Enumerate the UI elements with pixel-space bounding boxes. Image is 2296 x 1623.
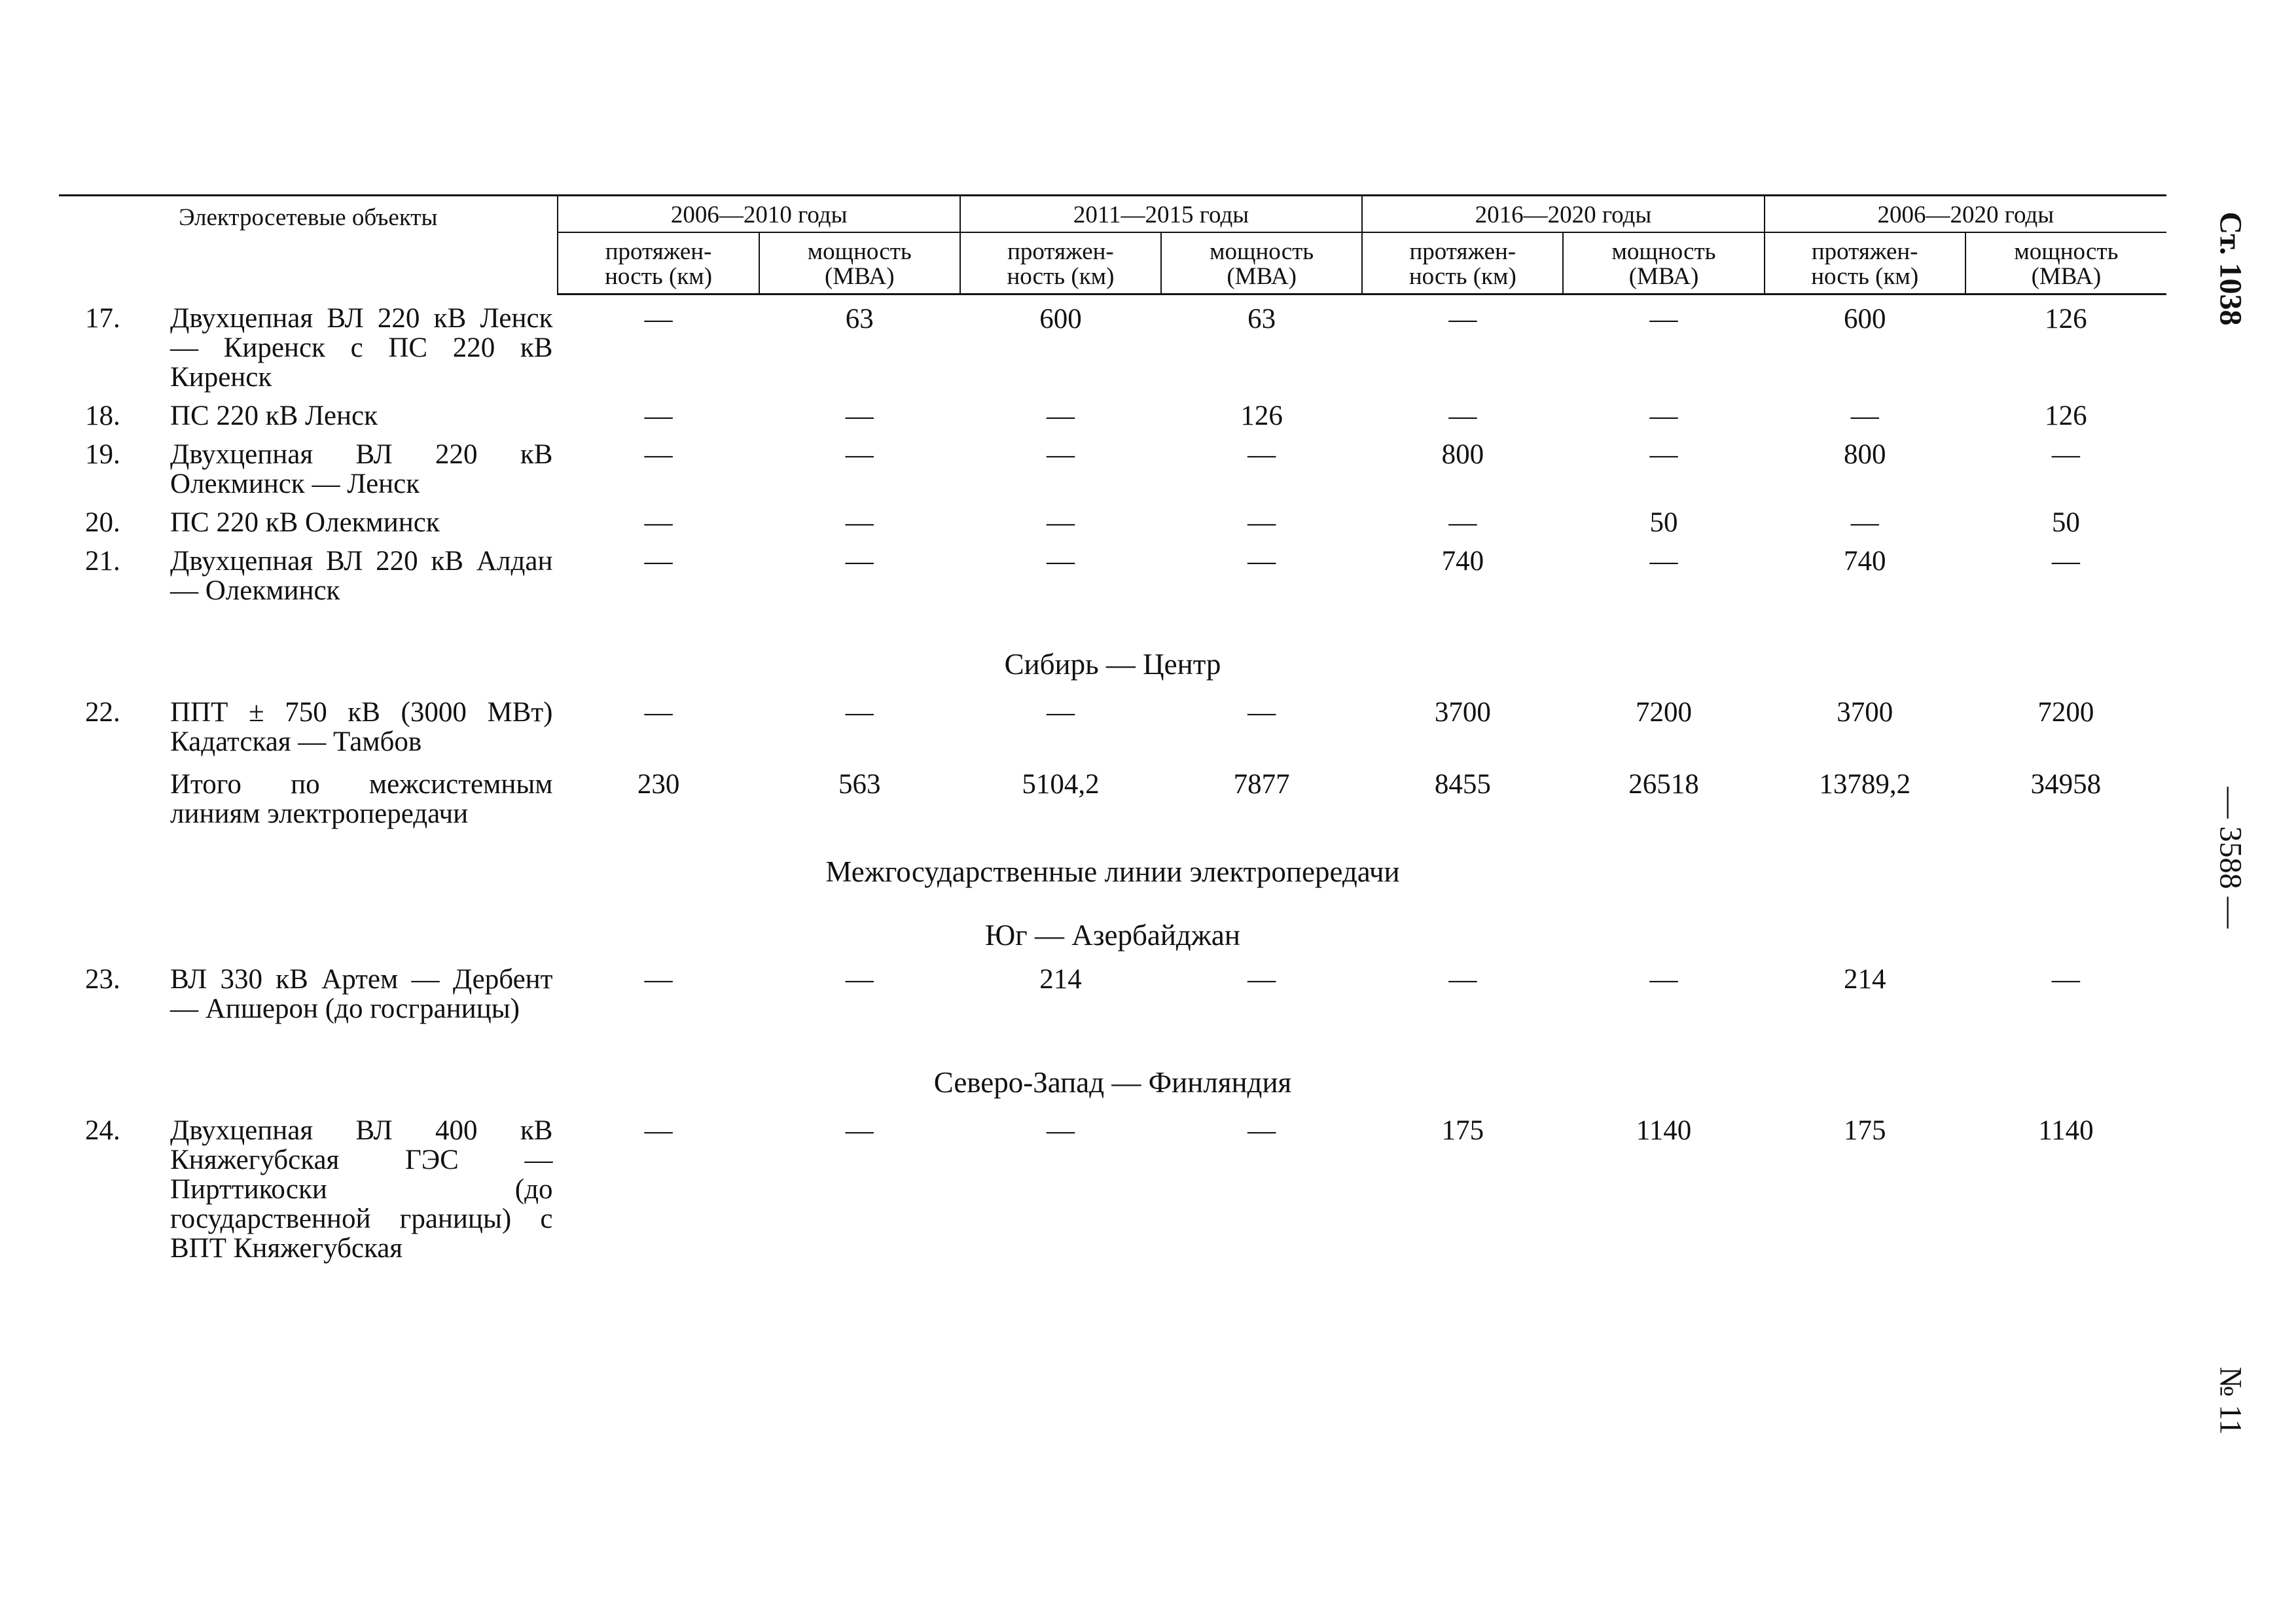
power-value: — — [1649, 304, 1678, 334]
length-value: — — [1046, 507, 1075, 538]
table-row — [59, 431, 2166, 499]
length-value: — — [1850, 400, 1879, 431]
header-power: мощность (МВА) — [759, 232, 960, 294]
row-number: 17. — [85, 302, 120, 334]
length-value: — — [1046, 545, 1075, 577]
section-title: Юг — Азербайджан — [985, 918, 1240, 952]
power-value: 34958 — [2030, 768, 2102, 800]
power-value: — — [845, 1115, 874, 1146]
length-value: — — [1046, 696, 1075, 728]
section-row — [59, 829, 2166, 896]
header-length: протяжен- ность (км) — [558, 232, 759, 294]
power-value: — — [1247, 963, 1276, 995]
length-value: 600 — [1843, 304, 1886, 334]
object-name: ВЛ 330 кВ Артем — Дербент — Апшерон (до госграницы) — [170, 963, 553, 1024]
table-row — [59, 955, 2166, 1024]
object-name-cell — [59, 392, 558, 431]
object-name: ПС 220 кВ Олекминск — [170, 507, 440, 538]
object-name-cell — [59, 499, 558, 537]
power-value: — — [1649, 963, 1678, 995]
length-value: 214 — [1843, 963, 1886, 995]
row-number: 21. — [85, 545, 120, 577]
power-value: 7877 — [1233, 768, 1290, 800]
object-name-cell — [59, 537, 558, 605]
object-name: ППТ ± 750 кВ (3000 МВт) Кадатская — Тамбов — [170, 696, 553, 757]
power-value: — — [1649, 400, 1678, 431]
section-row — [59, 605, 2166, 688]
power-value: 7200 — [1636, 696, 1692, 728]
table-row — [59, 537, 2166, 605]
power-value: — — [1247, 1115, 1276, 1146]
page-number: — 3588 — — [2213, 787, 2248, 928]
header-length: протяжен- ность (км) — [1362, 232, 1563, 294]
table-row — [59, 294, 2166, 392]
section-row — [59, 1024, 2166, 1107]
header-objects: Электросетевые объекты — [59, 196, 558, 294]
length-value: 740 — [1441, 545, 1484, 577]
power-value: — — [1649, 545, 1678, 577]
power-value: 63 — [845, 304, 874, 334]
length-value: 800 — [1843, 438, 1886, 470]
length-value: 600 — [1039, 304, 1082, 334]
power-value: — — [1649, 438, 1678, 470]
table-row — [59, 688, 2166, 757]
length-value: 3700 — [1837, 696, 1893, 728]
row-number: 20. — [85, 507, 120, 538]
length-value: — — [1850, 507, 1879, 538]
table-body — [59, 294, 2166, 1263]
section-title: Межгосударственные линии электропередачи — [825, 855, 1400, 888]
object-name-cell — [59, 294, 558, 392]
power-value: — — [1247, 696, 1276, 728]
power-value: — — [845, 400, 874, 431]
object-name: ПС 220 кВ Ленск — [170, 400, 378, 431]
power-value: 50 — [1649, 507, 1678, 538]
row-number: 22. — [85, 696, 120, 728]
length-value: — — [1046, 400, 1075, 431]
length-value: — — [644, 963, 673, 995]
power-value: — — [845, 545, 874, 577]
length-value: 5104,2 — [1022, 768, 1100, 800]
table-row — [59, 499, 2166, 537]
header-period: 2006—2010 годы — [558, 196, 960, 233]
power-value: — — [845, 438, 874, 470]
object-name-cell — [59, 431, 558, 499]
object-name: Двухцепная ВЛ 220 кВ Алдан — Олекминск — [170, 545, 553, 606]
header-power: мощность (МВА) — [1965, 232, 2166, 294]
total-row — [59, 757, 2166, 829]
power-value: 50 — [2051, 507, 2080, 538]
header-period: 2011—2015 годы — [960, 196, 1362, 233]
length-value: 214 — [1039, 963, 1082, 995]
header-length: протяжен- ность (км) — [960, 232, 1161, 294]
row-number: 24. — [85, 1115, 120, 1146]
object-name-cell — [59, 955, 558, 1024]
row-number: 18. — [85, 400, 120, 431]
power-value: — — [2051, 545, 2080, 577]
power-value: — — [2051, 438, 2080, 470]
length-value: — — [644, 438, 673, 470]
object-name: Двухцепная ВЛ 400 кВ Княжегубская ГЭС — Пирттикоски (до государственной границы) с ВПТ Княжегубская — [170, 1115, 553, 1264]
length-value: — — [1448, 507, 1477, 538]
length-value: — — [644, 545, 673, 577]
power-value: — — [1247, 545, 1276, 577]
length-value: — — [644, 1115, 673, 1146]
length-value: 8455 — [1434, 768, 1491, 800]
length-value: 175 — [1441, 1115, 1484, 1146]
section-title: Северо-Запад — Финляндия — [933, 1065, 1292, 1099]
issue-number: № 11 — [2213, 1366, 2248, 1435]
length-value: — — [1046, 1115, 1075, 1146]
row-number: 19. — [85, 438, 120, 470]
header-power: мощность (МВА) — [1563, 232, 1764, 294]
row-number — [85, 770, 170, 829]
length-value: 740 — [1843, 545, 1886, 577]
length-value: — — [1448, 304, 1477, 334]
power-value: — — [845, 507, 874, 538]
power-grid-table — [59, 194, 2166, 1263]
object-name-cell — [59, 1107, 558, 1263]
object-name-cell — [59, 757, 558, 829]
power-value: — — [845, 963, 874, 995]
object-name: Итого по межсистемным линиям электропередачи — [170, 768, 553, 829]
section-row — [59, 896, 2166, 955]
power-value: — — [2051, 963, 2080, 995]
length-value: — — [644, 696, 673, 728]
header-period: 2016—2020 годы — [1362, 196, 1764, 233]
power-value: — — [845, 696, 874, 728]
power-value: 126 — [1240, 400, 1283, 431]
length-value: 13789,2 — [1819, 768, 1911, 800]
length-value: — — [644, 304, 673, 334]
length-value: — — [1046, 438, 1075, 470]
power-value: 563 — [838, 768, 881, 800]
power-value: 63 — [1247, 304, 1276, 334]
length-value: — — [1448, 400, 1477, 431]
section-title: Сибирь — Центр — [1004, 647, 1221, 681]
object-name: Двухцепная ВЛ 220 кВ Олекминск — Ленск — [170, 438, 553, 499]
power-value: 126 — [2045, 400, 2087, 431]
table-row — [59, 1107, 2166, 1263]
row-number: 23. — [85, 963, 120, 995]
length-value: — — [644, 507, 673, 538]
header-period: 2006—2020 годы — [1765, 196, 2166, 233]
table-header — [59, 196, 2166, 294]
length-value: — — [644, 400, 673, 431]
length-value: 230 — [637, 768, 680, 800]
length-value: 3700 — [1434, 696, 1491, 728]
power-value: 1140 — [2038, 1115, 2094, 1146]
power-value: 1140 — [1636, 1115, 1692, 1146]
length-value: 800 — [1441, 438, 1484, 470]
power-value: — — [1247, 438, 1276, 470]
power-value: 26518 — [1628, 768, 1699, 800]
object-name-cell — [59, 688, 558, 757]
power-value: 126 — [2045, 304, 2087, 334]
power-value: — — [1247, 507, 1276, 538]
table-row — [59, 392, 2166, 431]
power-value: 7200 — [2037, 696, 2094, 728]
length-value: — — [1448, 963, 1477, 995]
header-length: протяжен- ность (км) — [1765, 232, 1965, 294]
object-name: Двухцепная ВЛ 220 кВ Ленск — Киренск с ПС 220 кВ Киренск — [170, 302, 553, 393]
article-number: Ст. 1038 — [2213, 211, 2248, 325]
header-power: мощность (МВА) — [1161, 232, 1362, 294]
length-value: 175 — [1843, 1115, 1886, 1146]
